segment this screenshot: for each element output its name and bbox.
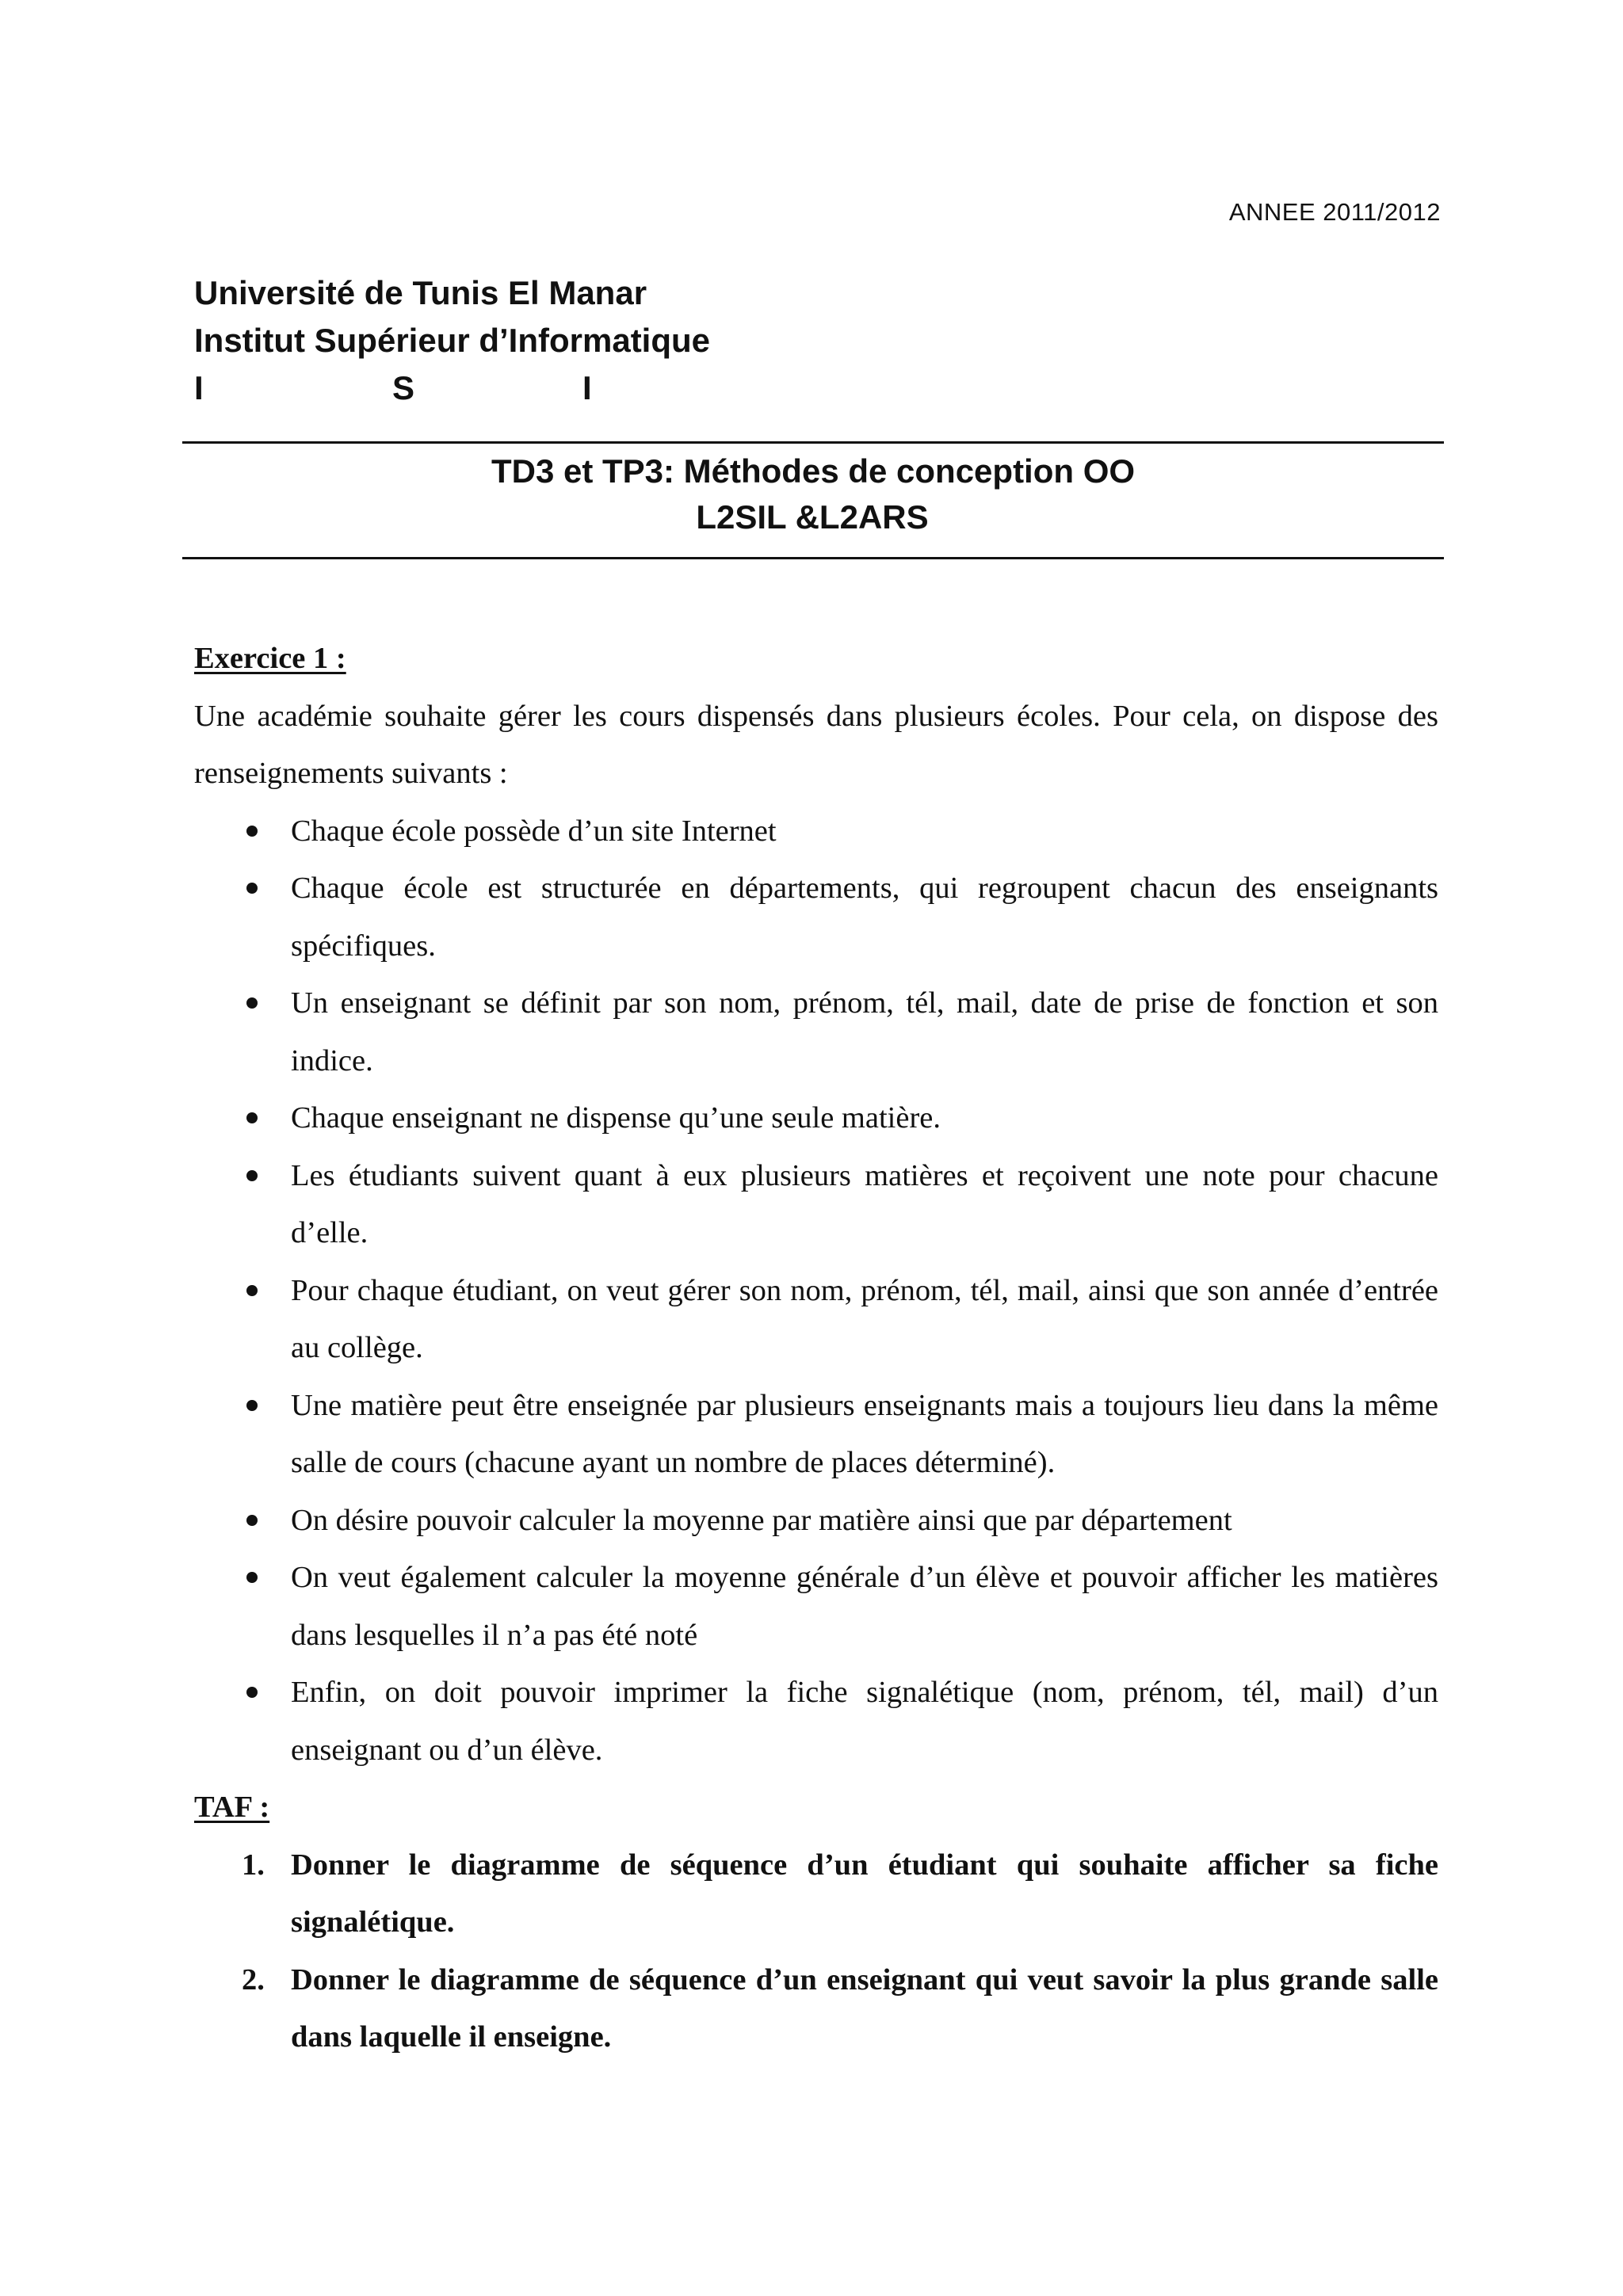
bullet-icon [246,1285,258,1296]
list-item-text: On désire pouvoir calculer la moyenne par matière ainsi que par département [291,1503,1232,1537]
task-item [194,1836,1438,1951]
list-item [194,1262,1438,1377]
acronym-letter: I [582,369,592,406]
exercise-content [194,630,1438,2066]
list-item [194,860,1438,974]
task-item [194,1951,1438,2066]
list-item [194,1377,1438,1492]
bullet-icon [246,1170,258,1181]
bullet-icon [246,883,258,894]
list-item-text: Pour chaque étudiant, on veut gérer son nom, prénom, tél, mail, ainsi que son année d’entrée au collège. [291,1273,1438,1364]
requirements-list [194,803,1438,1779]
list-item [194,1492,1438,1550]
list-item-text: Une matière peut être enseignée par plusieurs enseignants mais a toujours lieu dans la même salle de cours (chacune ayant un nombre de places déterminé). [291,1388,1438,1479]
institute-name: Institut Supérieur d’Informatique [194,322,711,359]
task-number: 1. [242,1848,265,1882]
academic-year: ANNEE 2011/2012 [1228,198,1441,226]
bullet-icon [246,1572,258,1583]
task-number: 2. [242,1962,265,1997]
list-item-text: Chaque école est structurée en départements, qui regroupent chacun des enseignants spécifiques. [291,871,1438,963]
document-subtitle: L2SIL &L2ARS [696,498,929,536]
bullet-icon [246,1515,258,1526]
acronym-letter: I [194,369,204,406]
bullet-icon [246,1112,258,1123]
bullet-icon [246,1687,258,1698]
list-item [194,1549,1438,1664]
list-item-text: Un enseignant se définit par son nom, prénom, tél, mail, date de prise de fonction et son indice. [291,986,1438,1077]
list-item [194,1664,1438,1779]
acronym-letter: S [392,369,415,406]
list-item-text: On veut également calculer la moyenne générale d’un élève et pouvoir afficher les matières dans lesquelles il n’a pas été noté [291,1561,1438,1652]
exercise-intro: Une académie souhaite gérer les cours dispensés dans plusieurs écoles. Pour cela, on dispose des renseignements suivants : [194,699,1438,790]
list-item-text: Enfin, on doit pouvoir imprimer la fiche signalétique (nom, prénom, tél, mail) d’un enseignant ou d’un élève. [291,1676,1438,1767]
list-item [194,1089,1438,1147]
list-item [194,974,1438,1089]
task-text: Donner le diagramme de séquence d’un étudiant qui souhaite afficher sa fiche signalétique. [291,1848,1438,1939]
list-item [194,1147,1438,1262]
bullet-icon [246,997,258,1009]
list-item-text: Chaque enseignant ne dispense qu’une seule matière. [291,1101,941,1135]
document-title: TD3 et TP3: Méthodes de conception OO [491,452,1136,490]
list-item-text: Les étudiants suivent quant à eux plusieurs matières et reçoivent une note pour chacune d’elle. [291,1158,1438,1249]
bullet-icon [246,1400,258,1411]
exercise-heading: Exercice 1 : [194,642,346,675]
title-bottom-divider [182,557,1444,559]
list-item-text: Chaque école possède d’un site Internet [291,814,777,848]
task-text: Donner le diagramme de séquence d’un enseignant qui veut savoir la plus grande salle dans laquelle il enseigne. [291,1962,1438,2054]
list-item [194,803,1438,860]
title-top-divider [182,441,1444,444]
university-name: Université de Tunis El Manar [194,274,647,311]
task-list [194,1836,1438,2066]
bullet-icon [246,826,258,837]
taf-heading: TAF : [194,1791,270,1824]
